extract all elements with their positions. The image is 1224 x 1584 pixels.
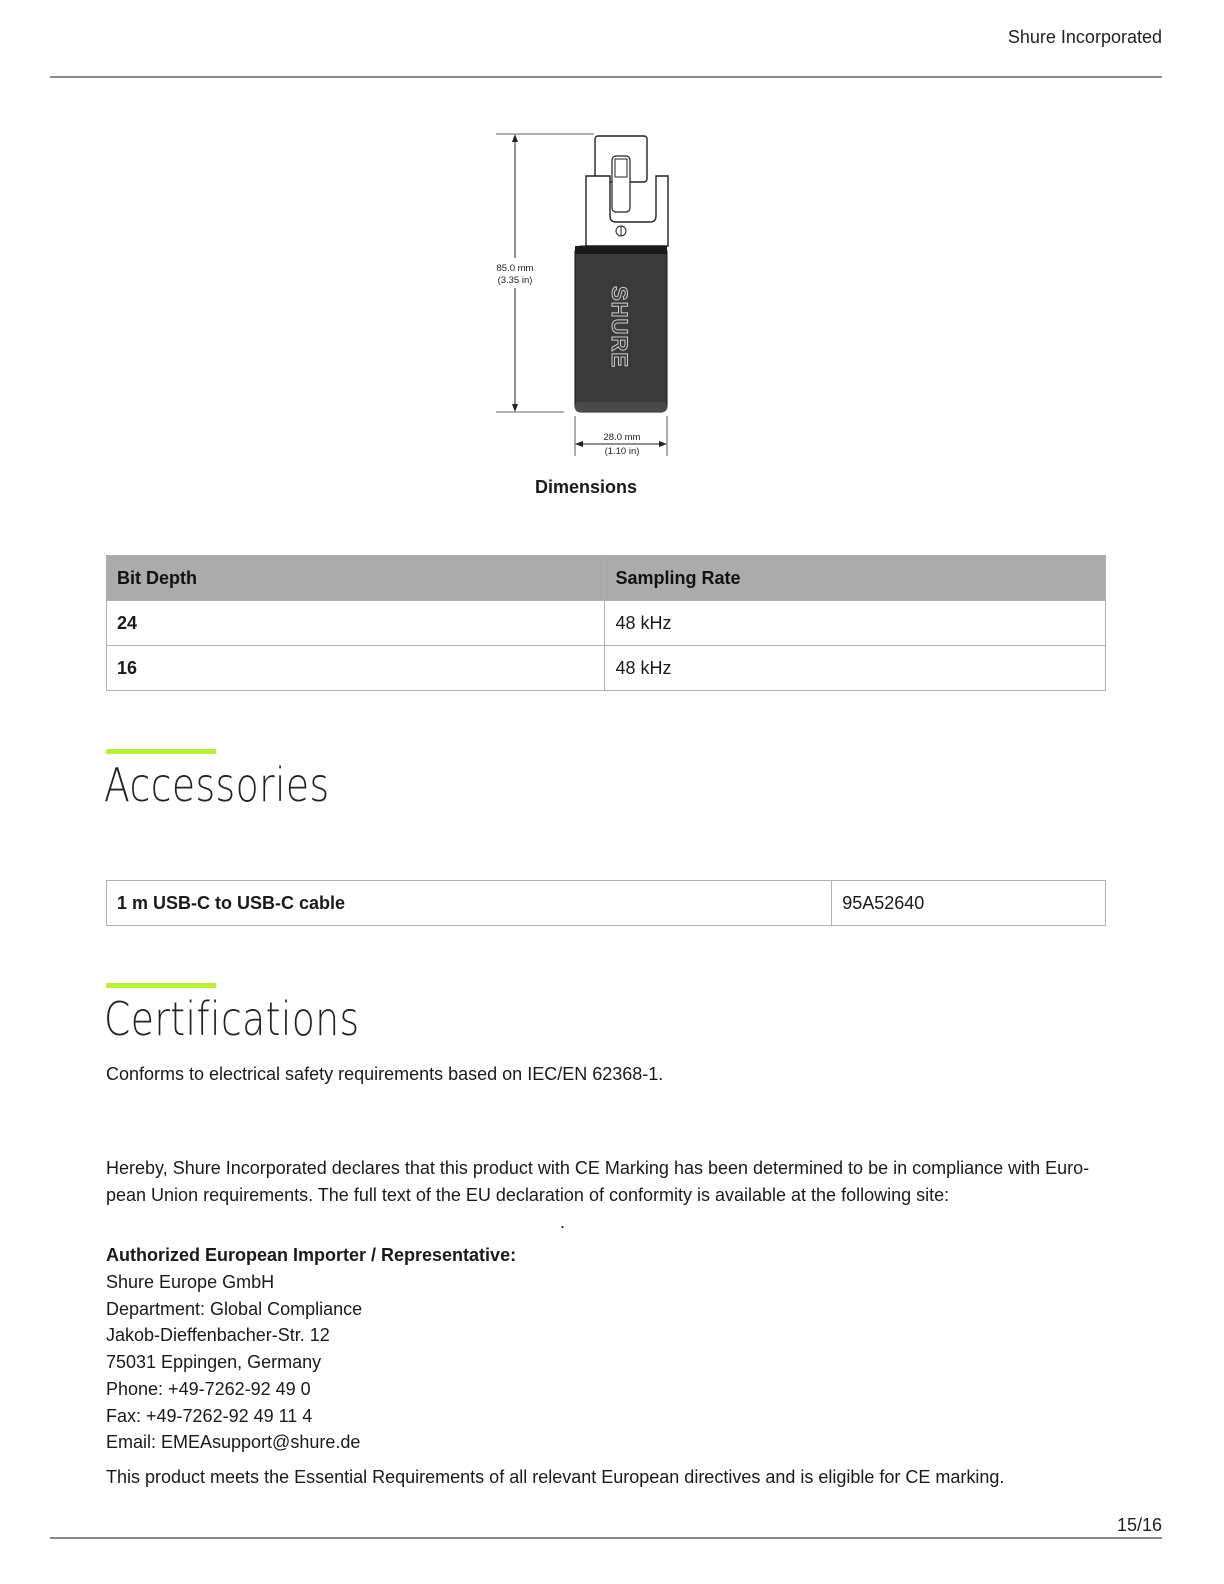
arrow-up-icon [512, 134, 518, 142]
brand-logo: SHURE [607, 286, 632, 369]
importer-fax: Fax: +49-7262-92 49 11 4 [106, 1406, 313, 1426]
sampling-rate-cell: 48 kHz [605, 601, 1106, 646]
table-row [107, 881, 1106, 926]
width-label-in: (1.10 in) [604, 446, 640, 457]
width-label: 28.0 mm [603, 432, 641, 443]
table-row [107, 646, 1106, 691]
importer-street: Jakob-Dieffenbacher-Str. 12 [106, 1325, 330, 1345]
figure-caption: Dimensions [534, 477, 638, 497]
importer-city: 75031 Eppingen, Germany [106, 1352, 322, 1372]
footer-rule [50, 1537, 1162, 1539]
ce-essential-requirements: This product meets the Essential Requirements of all relevant European directives and is eligible for CE marking. [106, 1467, 1005, 1487]
audio-format-table [106, 555, 1106, 691]
height-label-in: (3.35 in) [497, 275, 533, 286]
importer-phone: Phone: +49-7262-92 49 0 [106, 1379, 311, 1399]
header-rule [50, 76, 1162, 78]
importer-email: Email: EMEAsupport@shure.de [106, 1432, 361, 1452]
ce-declaration-link-dot: . [560, 1212, 566, 1232]
arrow-right-icon [659, 441, 667, 447]
safety-statement: Conforms to electrical safety requirements based on IEC/EN 62368-1. [106, 1064, 664, 1084]
bit-depth-cell: 24 [107, 601, 605, 646]
header-sampling-rate: Sampling Rate [605, 556, 1106, 601]
table-header-row [107, 556, 1106, 601]
height-label: 85.0 mm [496, 263, 534, 274]
arrow-down-icon [512, 404, 518, 412]
accessory-name: 1 m USB-C to USB-C cable [107, 881, 832, 926]
certifications-accent-bar [106, 983, 216, 988]
ce-declaration-line-1: Hereby, Shure Incorporated declares that this product with CE Marking has been determined to be in compliance with Euro- [106, 1158, 1090, 1178]
accessories-table [106, 880, 1106, 926]
importer-heading: Authorized European Importer / Representative: [106, 1245, 517, 1265]
certifications-title: Certifications [104, 992, 360, 1046]
dimensions-drawing [478, 126, 708, 464]
header-company: Shure Incorporated [1007, 27, 1162, 47]
importer-company: Shure Europe GmbH [106, 1272, 275, 1292]
accessory-part-number: 95A52640 [832, 881, 1106, 926]
arrow-left-icon [575, 441, 583, 447]
header-bit-depth: Bit Depth [107, 556, 605, 601]
ce-declaration-line-2: pean Union requirements. The full text of the EU declaration of conformity is available at the following site: [106, 1185, 950, 1205]
importer-department: Department: Global Compliance [106, 1299, 363, 1319]
accessories-title: Accessories [104, 758, 330, 812]
sampling-rate-cell: 48 kHz [605, 646, 1106, 691]
table-row [107, 601, 1106, 646]
bit-depth-cell: 16 [107, 646, 605, 691]
accessories-accent-bar [106, 749, 216, 754]
page-number: 15/16 [1116, 1515, 1162, 1535]
